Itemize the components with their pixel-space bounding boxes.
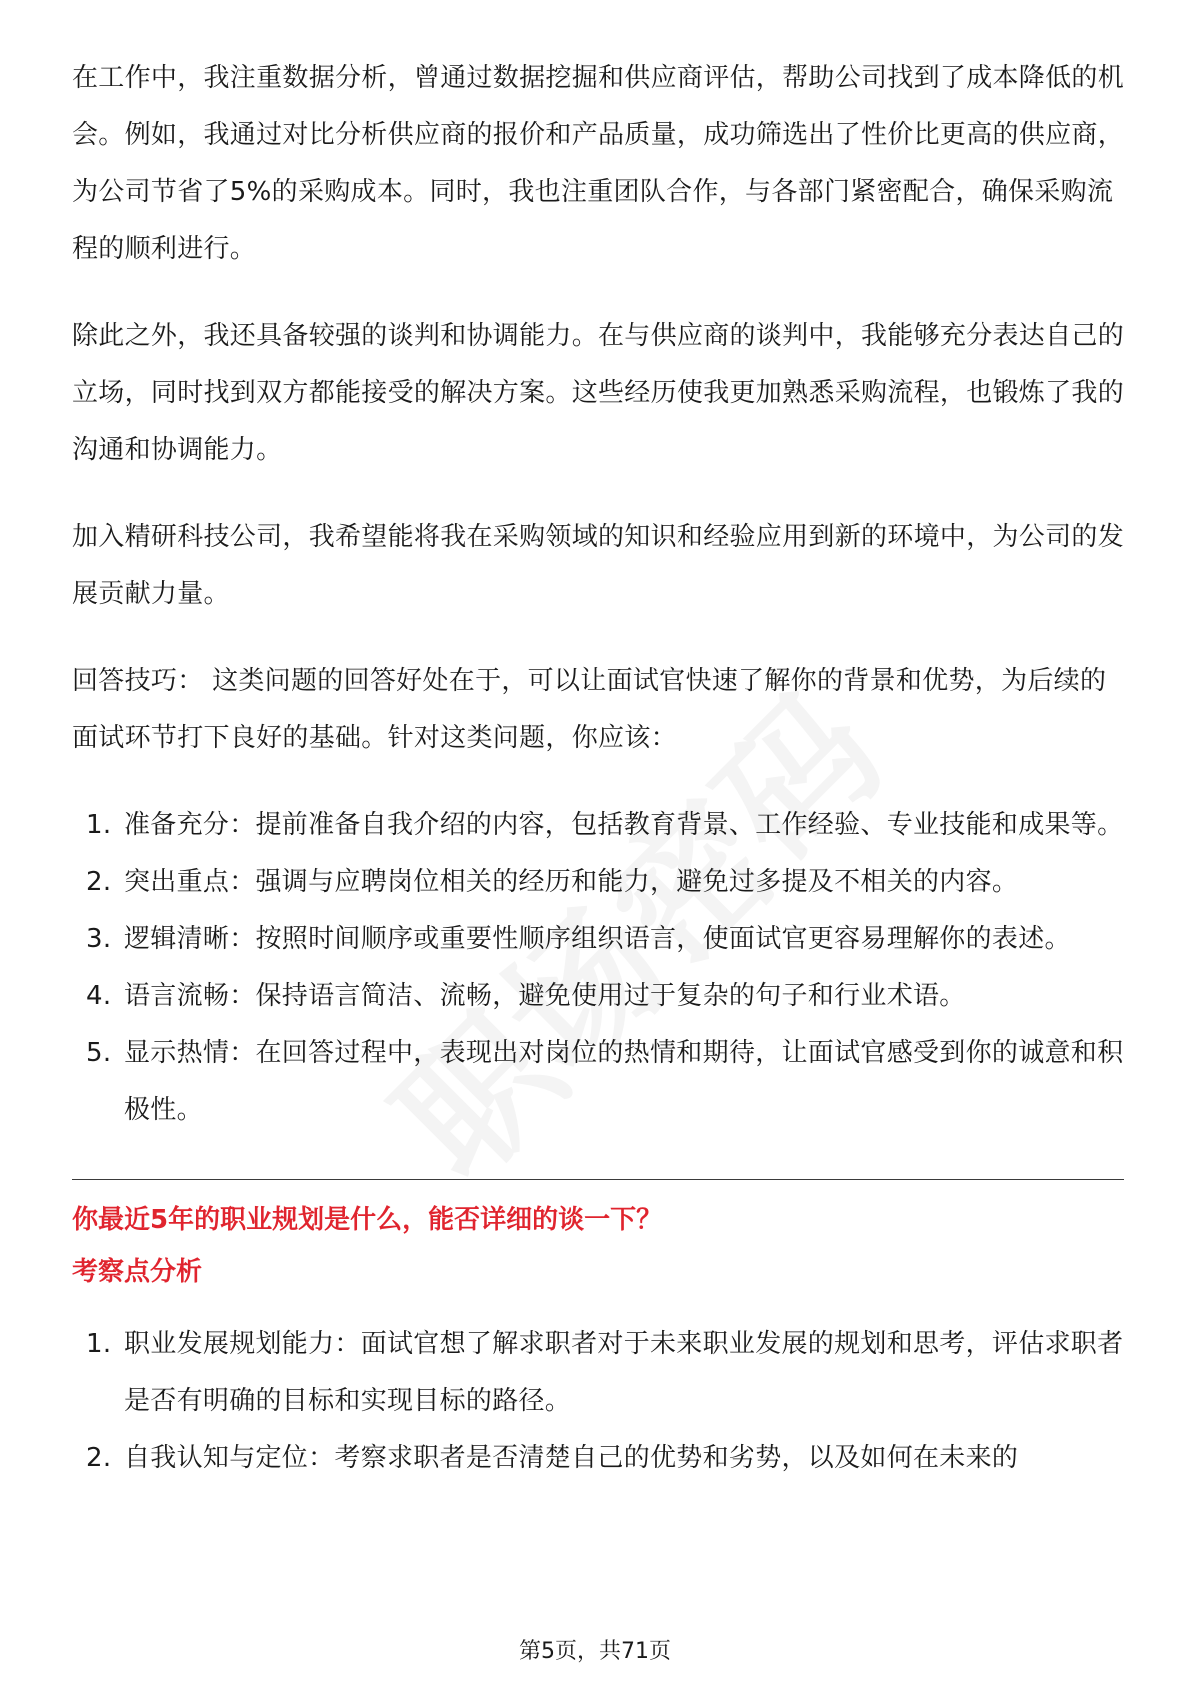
- paragraph-join-company: 加入精研科技公司，我希望能将我在采购领域的知识和经验应用到新的环境中，为公司的发展贡献力量。: [72, 522, 1125, 609]
- tips-list: [72, 797, 1124, 1139]
- list-number: 2.: [86, 1443, 112, 1473]
- list-number: 2.: [86, 867, 112, 897]
- list-item: [72, 968, 1124, 1025]
- analysis-list: [72, 1316, 1124, 1487]
- list-item: [72, 797, 1124, 854]
- list-item: [72, 854, 1124, 911]
- list-item: [72, 1430, 1124, 1487]
- question-title: 你最近5年的职业规划是什么，能否详细的谈一下？: [72, 1205, 663, 1235]
- paragraph-answer-tips: 回答技巧： 这类问题的回答好处在于，可以让面试官快速了解你的背景和优势，为后续的面试环节打下良好的基础。针对这类问题，你应该：: [72, 666, 1107, 753]
- section-title: 考察点分析: [72, 1257, 203, 1287]
- list-item-text: 自我认知与定位：考察求职者是否清楚自己的优势和劣势，以及如何在未来的: [124, 1443, 1019, 1473]
- section-divider: [72, 1179, 1124, 1180]
- list-item-text: 突出重点：强调与应聘岗位相关的经历和能力，避免过多提及不相关的内容。: [124, 867, 1019, 897]
- list-number: 3.: [86, 924, 112, 954]
- list-item-text: 准备充分：提前准备自我介绍的内容，包括教育背景、工作经验、专业技能和成果等。: [124, 810, 1124, 840]
- paragraph-negotiation: 除此之外，我还具备较强的谈判和协调能力。在与供应商的谈判中，我能够充分表达自己的立场，同时找到双方都能接受的解决方案。这些经历使我更加熟悉采购流程，也锻炼了我的沟通和协调能力。: [72, 321, 1125, 465]
- paragraph-work-experience: 在工作中，我注重数据分析，曾通过数据挖掘和供应商评估，帮助公司找到了成本降低的机会。例如，我通过对比分析供应商的报价和产品质量，成功筛选出了性价比更高的供应商，为公司节省了5%的采购成本。同时，我也注重团队合作，与各部门紧密配合，确保采购流程的顺利进行。: [72, 63, 1125, 264]
- document-page: [72, 50, 1124, 1495]
- list-item: [72, 1316, 1124, 1430]
- list-number: 1.: [86, 1329, 112, 1359]
- list-item-text: 职业发展规划能力：面试官想了解求职者对于未来职业发展的规划和思考，评估求职者是否有明确的目标和实现目标的路径。: [124, 1329, 1124, 1416]
- list-item-text: 逻辑清晰：按照时间顺序或重要性顺序组织语言，使面试官更容易理解你的表述。: [124, 924, 1071, 954]
- list-number: 5.: [86, 1038, 112, 1068]
- list-item-text: 语言流畅：保持语言简洁、流畅，避免使用过于复杂的句子和行业术语。: [124, 981, 966, 1011]
- list-item-text: 显示热情：在回答过程中，表现出对岗位的热情和期待，让面试官感受到你的诚意和积极性。: [124, 1038, 1124, 1125]
- list-item: [72, 1025, 1124, 1139]
- list-item: [72, 911, 1124, 968]
- list-number: 4.: [86, 981, 112, 1011]
- page-footer: 第5页，共71页: [519, 1639, 671, 1664]
- list-number: 1.: [86, 810, 112, 840]
